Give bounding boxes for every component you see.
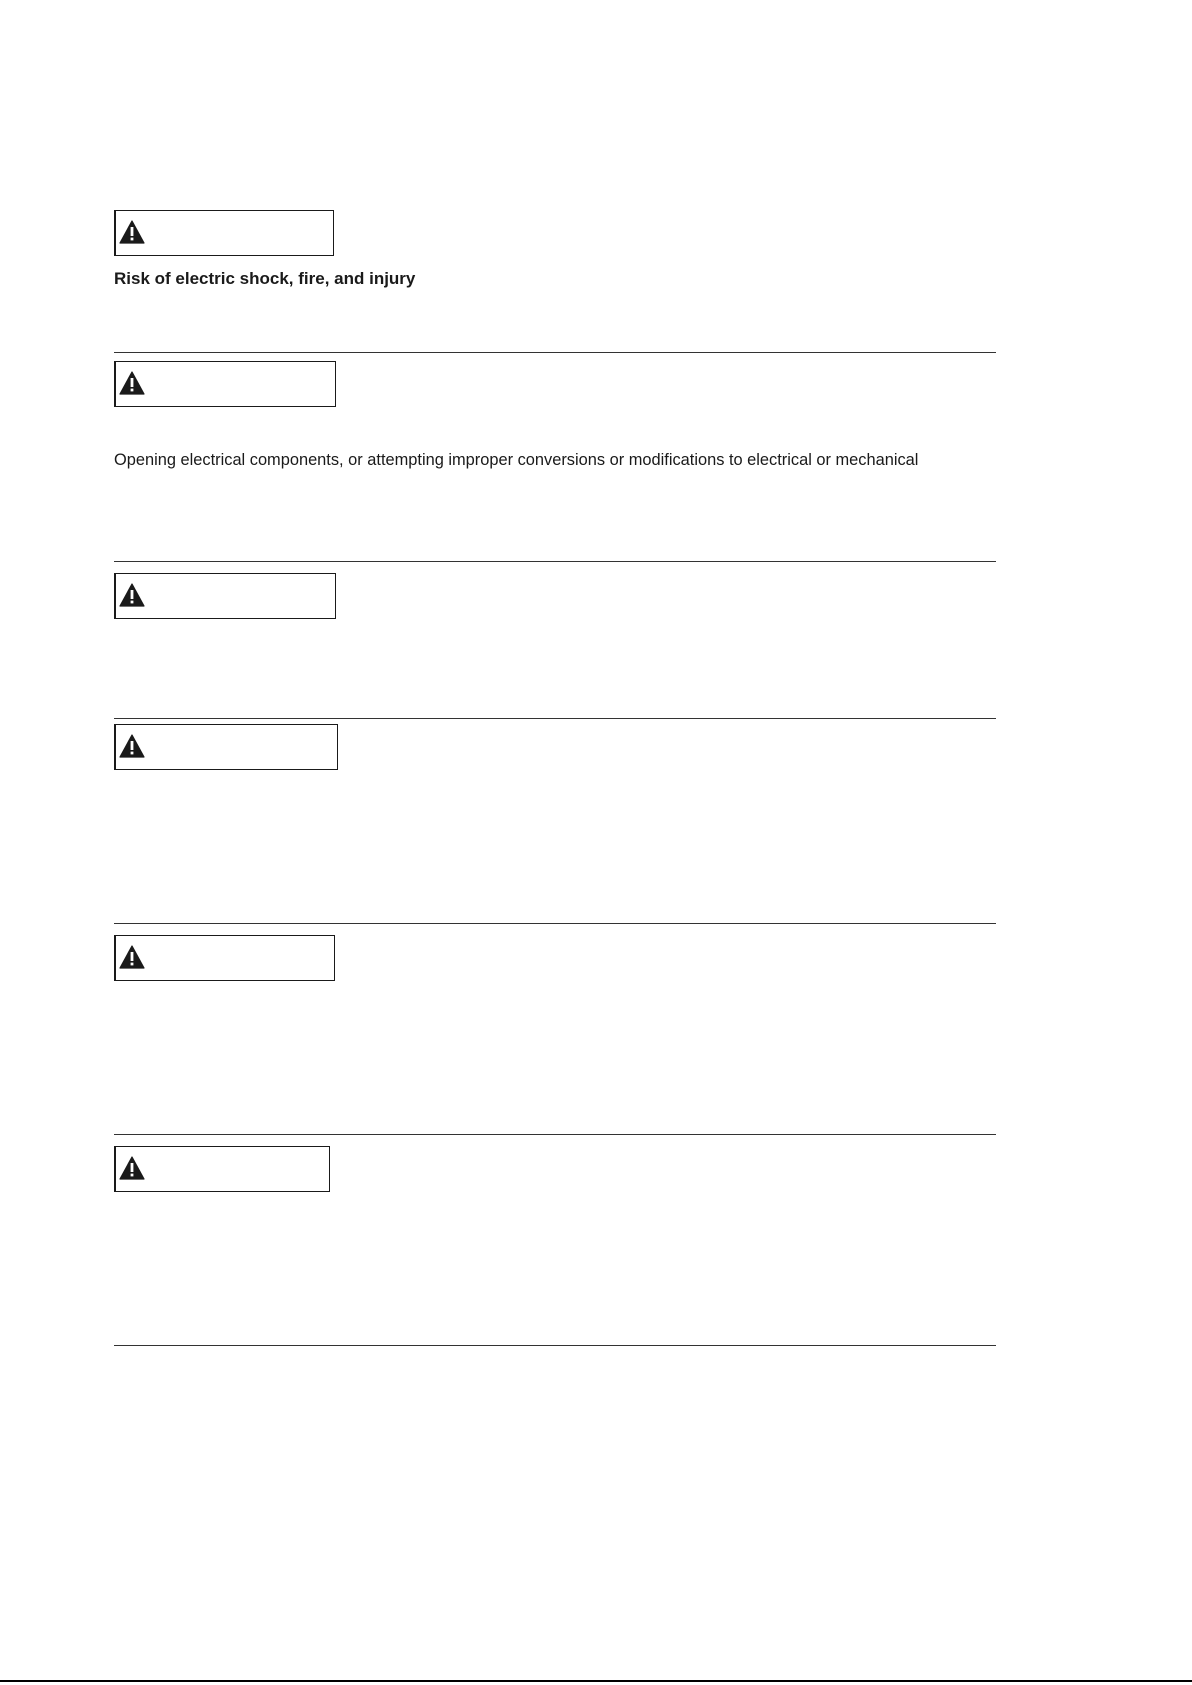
divider <box>114 718 996 719</box>
divider <box>114 923 996 924</box>
warning-label-box <box>114 361 336 407</box>
warning-label-box <box>114 210 334 256</box>
warning-triangle-icon <box>119 371 145 395</box>
section-headline: Risk of electric shock, fire, and injury <box>114 269 416 288</box>
divider <box>114 352 996 353</box>
divider <box>114 561 996 562</box>
warning-label-box <box>114 724 338 770</box>
warning-label-box <box>114 935 335 981</box>
warning-label-box <box>114 573 336 619</box>
divider <box>114 1134 996 1135</box>
warning-triangle-icon <box>119 945 145 969</box>
divider <box>114 1345 996 1346</box>
warning-triangle-icon <box>119 734 145 758</box>
warning-body-text: Opening electrical components, or attempting improper conversions or modifications to electrical or mechanical <box>114 451 919 469</box>
warning-label-box <box>114 1146 330 1192</box>
warning-triangle-icon <box>119 220 145 244</box>
page-bottom-rule <box>0 1680 1192 1682</box>
warning-triangle-icon <box>119 583 145 607</box>
warning-triangle-icon <box>119 1156 145 1180</box>
